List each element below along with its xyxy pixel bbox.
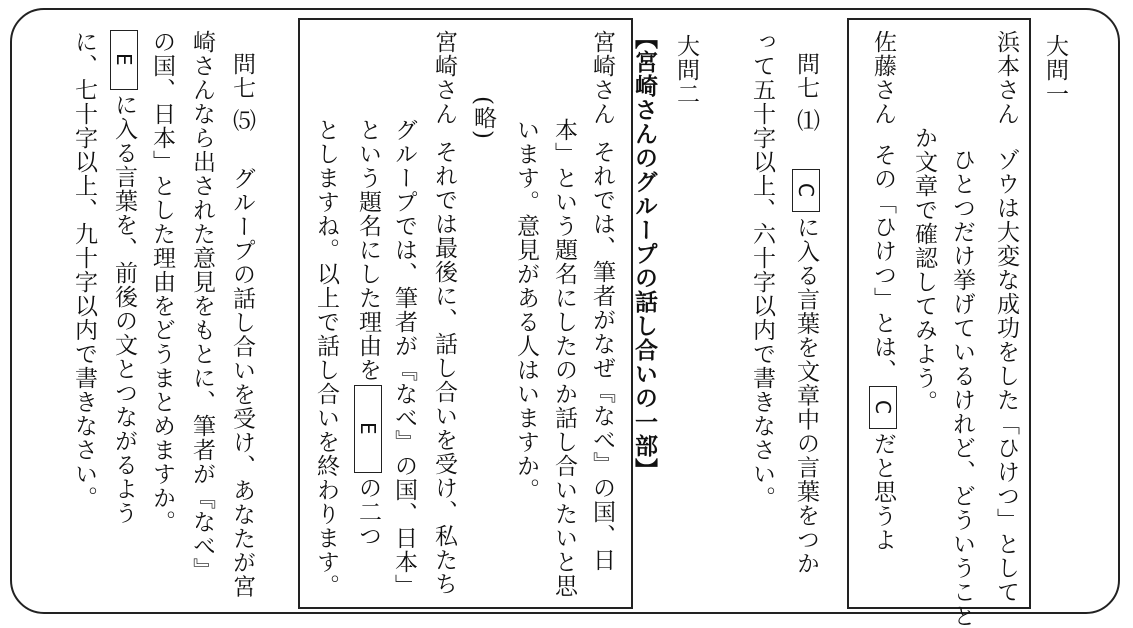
q1-dialogue-line-3: か文章で確認してみよう。 [911, 126, 937, 414]
q1-question-label: 問七 ⑴ [793, 52, 819, 133]
q2-question-line-2: 崎さんなら出された意見をもとに、筆者が『なべ』 [189, 30, 215, 582]
q2-dialogue-line-6 [354, 118, 382, 548]
q2-dialogue-line-2: 本」という題名にしたのか話し合いたいと思 [551, 118, 577, 598]
q1-sato-text: その「ひけつ」とは、 [870, 142, 896, 383]
q2-question-line-3: の国、日本」とした理由をどうまとめますか。 [149, 30, 175, 534]
q2-question-text-4: に入る言葉を、前後の文とつながるよう [111, 92, 137, 525]
q2-line-6-pre: という題名にした理由を [355, 118, 381, 382]
q2-question-text-1: グループの話し合いを受け、あなたが宮 [229, 166, 255, 599]
q2-heading: 大問二 [673, 34, 699, 106]
q2-question-line-1 [230, 52, 253, 598]
q1-speaker-hamamoto: 浜本さん [993, 30, 1019, 126]
q1-answer-box-c: C [869, 386, 897, 429]
q1-question-line-1 [792, 52, 820, 575]
q2-dialogue-line-3: います。意見がある人はいますか。 [513, 118, 539, 502]
q1-dialogue-line-1: ゾウは大変な成功をした「ひけつ」として [993, 148, 1019, 604]
q2-question-label: 問七 ⑸ [229, 52, 255, 133]
q2-dialogue-line-5: グループでは、筆者が『なべ』の国、日本」 [391, 118, 417, 598]
q2-dialogue-box [298, 18, 633, 609]
q2-speaker-miyazaki-2: 宮崎さん [431, 30, 457, 126]
q1-sato-text-end: だと思うよ [870, 431, 896, 552]
q1-question-box-c: C [792, 169, 820, 212]
q2-line-6-post: の二つ [355, 475, 381, 548]
q1-dialogue-line-4 [868, 30, 898, 552]
q1-heading: 大問一 [1042, 34, 1068, 106]
q2-question-line-5: に、七十字以上、九十字以内で書きなさい。 [71, 30, 97, 510]
q1-question-line-2: って五十字以上、六十字以内で書きなさい。 [749, 30, 775, 510]
q1-question-text-1: に入る言葉を文章中の言葉をつか [793, 215, 819, 576]
q2-dialogue-title: 【宮崎さんのグループの話し合いの一部】 [631, 26, 658, 482]
q2-dialogue-line-4: それでは最後に、話し合いを受け、私たち [431, 140, 457, 596]
q2-question-box-e: E [110, 30, 138, 90]
q2-question-line-4 [110, 30, 138, 525]
q2-omission: (略) [470, 96, 496, 140]
q2-dialogue-line-7: としますね。以上で話し合いを終わります。 [313, 118, 339, 598]
q1-dialogue-line-2: ひとつだけ挙げているけれど、どういうこと [949, 148, 975, 628]
q2-speaker-miyazaki-1: 宮崎さん [589, 30, 615, 126]
q2-dialogue-line-1: それでは、筆者がなぜ『なべ』の国、日 [589, 140, 615, 572]
q2-answer-box-e: E [354, 385, 382, 473]
q1-speaker-sato: 佐藤さん [870, 30, 896, 126]
